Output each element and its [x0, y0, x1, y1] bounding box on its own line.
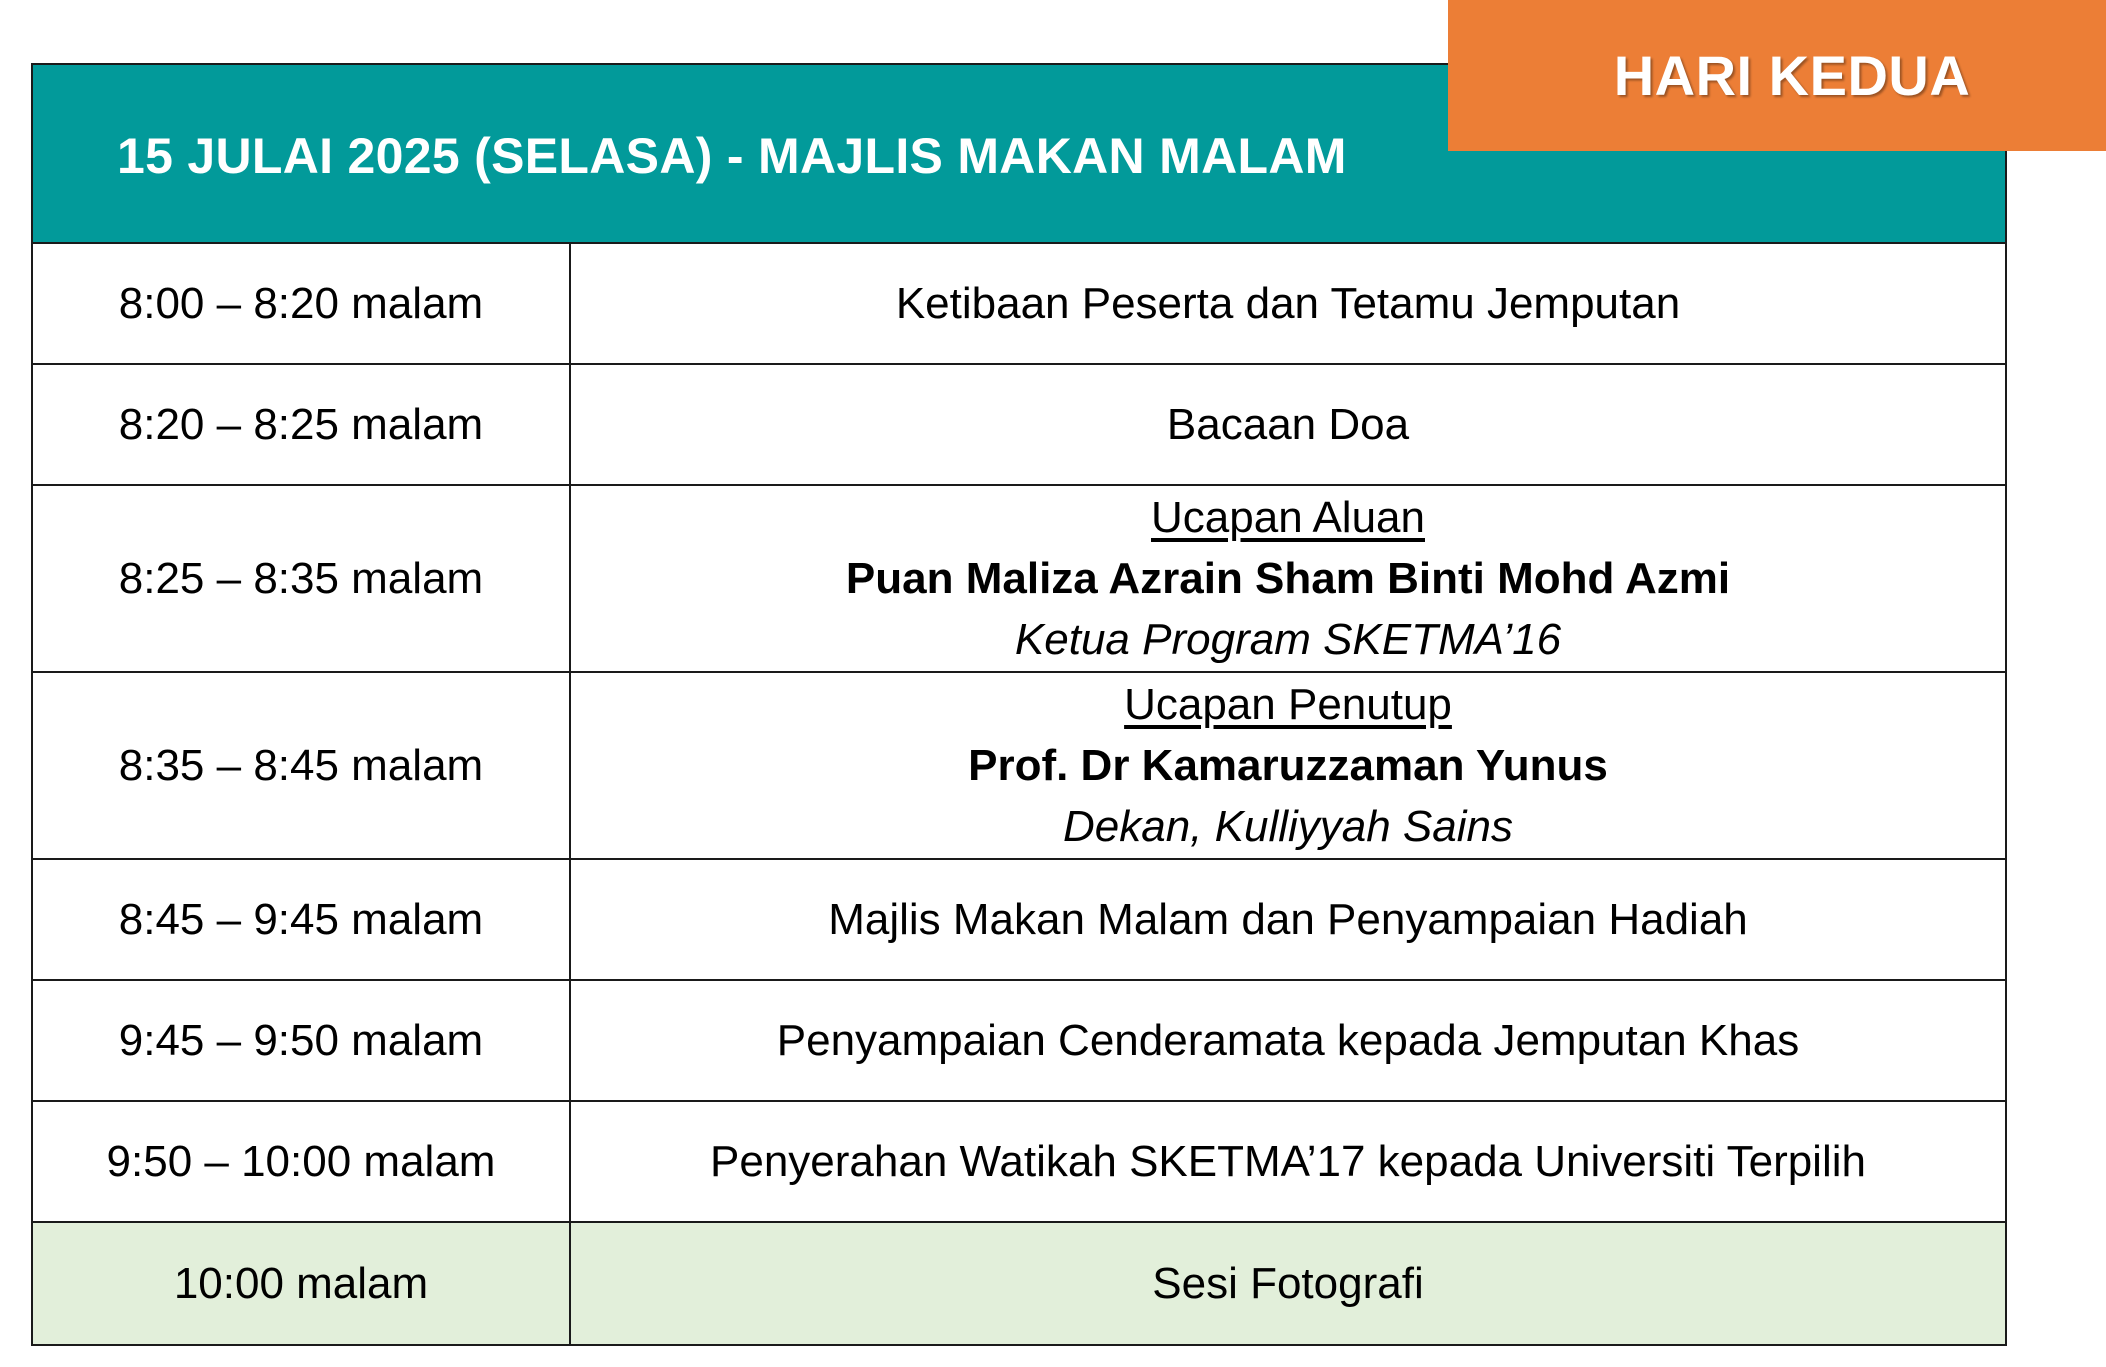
activity-cell [571, 860, 2005, 979]
time-cell: 8:35 – 8:45 malam [33, 673, 571, 858]
activity-text: Penyerahan Watikah SKETMA’17 kepada Universiti Terpilih [710, 1137, 1866, 1186]
schedule-row-highlight [33, 1223, 2005, 1344]
activity-cell [571, 981, 2005, 1100]
day-badge-label: HARI KEDUA [1613, 44, 1971, 107]
speaker-name: Prof. Dr Kamaruzzaman Yunus [968, 741, 1608, 790]
schedule-row [33, 486, 2005, 673]
activity-cell [571, 1102, 2005, 1221]
speaker-name: Puan Maliza Azrain Sham Binti Mohd Azmi [845, 554, 1731, 603]
day-badge [1448, 0, 2106, 151]
schedule-row [33, 244, 2005, 365]
activity-cell [571, 244, 2005, 363]
activity-cell [571, 486, 2005, 671]
schedule-row [33, 981, 2005, 1102]
activity-text: Sesi Fotografi [1152, 1259, 1424, 1308]
schedule-row [33, 365, 2005, 486]
schedule-title: 15 JULAI 2025 (SELASA) - MAJLIS MAKAN MALAM [117, 127, 1347, 184]
schedule-row [33, 1102, 2005, 1223]
activity-cell [571, 1223, 2005, 1344]
activity-text: Majlis Makan Malam dan Penyampaian Hadiah [828, 895, 1748, 944]
time-cell: 9:50 – 10:00 malam [33, 1102, 571, 1221]
schedule-row [33, 860, 2005, 981]
schedule-table [31, 63, 2007, 1346]
time-cell: 8:45 – 9:45 malam [33, 860, 571, 979]
time-cell: 8:00 – 8:20 malam [33, 244, 571, 363]
activity-text: Bacaan Doa [1166, 400, 1410, 449]
time-cell: 9:45 – 9:50 malam [33, 981, 571, 1100]
speaker-role: Dekan, Kulliyyah Sains [1062, 802, 1513, 851]
activity-cell [571, 365, 2005, 484]
time-cell: 8:20 – 8:25 malam [33, 365, 571, 484]
time-cell: 8:25 – 8:35 malam [33, 486, 571, 671]
speech-heading: Ucapan Penutup [1124, 680, 1452, 729]
activity-text: Penyampaian Cenderamata kepada Jemputan Khas [776, 1016, 1800, 1065]
speaker-role: Ketua Program SKETMA’16 [1014, 615, 1562, 664]
activity-text: Ketibaan Peserta dan Tetamu Jemputan [895, 279, 1681, 328]
speech-heading: Ucapan Aluan [1151, 493, 1425, 542]
time-cell: 10:00 malam [33, 1223, 571, 1344]
schedule-row [33, 673, 2005, 860]
activity-cell [571, 673, 2005, 858]
